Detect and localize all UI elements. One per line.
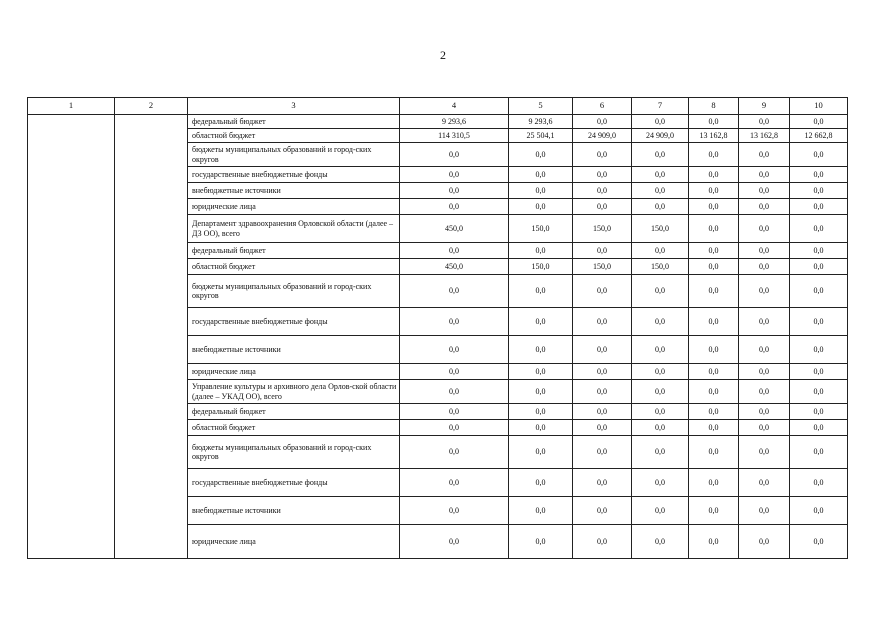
value-cell: 0,0 <box>509 469 573 497</box>
value-cell: 0,0 <box>689 167 739 183</box>
value-cell: 0,0 <box>573 420 632 436</box>
value-cell: 0,0 <box>509 525 573 559</box>
value-cell: 0,0 <box>573 308 632 336</box>
value-cell: 0,0 <box>632 275 689 308</box>
value-cell: 0,0 <box>689 243 739 259</box>
row-label: федеральный бюджет <box>188 404 400 420</box>
value-cell: 0,0 <box>400 143 509 167</box>
header-cell: 2 <box>115 98 188 115</box>
value-cell: 0,0 <box>739 469 790 497</box>
value-cell: 0,0 <box>509 404 573 420</box>
row-label: областной бюджет <box>188 259 400 275</box>
header-cell: 6 <box>573 98 632 115</box>
value-cell: 0,0 <box>632 497 689 525</box>
value-cell: 0,0 <box>739 215 790 243</box>
value-cell: 0,0 <box>790 525 848 559</box>
value-cell: 0,0 <box>689 199 739 215</box>
value-cell: 0,0 <box>400 525 509 559</box>
row-label: государственные внебюджетные фонды <box>188 469 400 497</box>
value-cell: 0,0 <box>400 199 509 215</box>
value-cell: 0,0 <box>689 336 739 364</box>
value-cell: 0,0 <box>509 275 573 308</box>
value-cell: 0,0 <box>739 167 790 183</box>
value-cell: 0,0 <box>509 167 573 183</box>
row-label: юридические лица <box>188 525 400 559</box>
value-cell: 0,0 <box>509 497 573 525</box>
value-cell: 0,0 <box>739 183 790 199</box>
table-body <box>28 98 848 559</box>
value-cell: 0,0 <box>790 380 848 404</box>
value-cell: 0,0 <box>689 404 739 420</box>
value-cell: 0,0 <box>400 275 509 308</box>
value-cell: 150,0 <box>509 215 573 243</box>
value-cell: 0,0 <box>632 143 689 167</box>
table-row <box>28 115 848 129</box>
value-cell: 0,0 <box>790 199 848 215</box>
value-cell: 0,0 <box>509 308 573 336</box>
value-cell: 0,0 <box>790 336 848 364</box>
value-cell: 0,0 <box>790 243 848 259</box>
value-cell: 0,0 <box>632 199 689 215</box>
value-cell: 0,0 <box>573 143 632 167</box>
value-cell: 0,0 <box>573 364 632 380</box>
value-cell: 450,0 <box>400 215 509 243</box>
value-cell: 0,0 <box>739 275 790 308</box>
row-label: бюджеты муниципальных образований и город-ских округов <box>188 143 400 167</box>
value-cell: 0,0 <box>739 143 790 167</box>
value-cell: 12 662,8 <box>790 129 848 143</box>
row-label: внебюджетные источники <box>188 336 400 364</box>
value-cell: 13 162,8 <box>689 129 739 143</box>
row-label: Управление культуры и архивного дела Орлов-ской области (далее – УКАД ОО), всего <box>188 380 400 404</box>
value-cell: 25 504,1 <box>509 129 573 143</box>
value-cell: 0,0 <box>573 275 632 308</box>
value-cell: 0,0 <box>739 115 790 129</box>
value-cell: 0,0 <box>790 420 848 436</box>
value-cell: 0,0 <box>400 420 509 436</box>
row-label: федеральный бюджет <box>188 243 400 259</box>
value-cell: 0,0 <box>632 436 689 469</box>
header-cell: 8 <box>689 98 739 115</box>
value-cell: 0,0 <box>573 525 632 559</box>
value-cell: 0,0 <box>739 243 790 259</box>
row-label: бюджеты муниципальных образований и город-ских округов <box>188 436 400 469</box>
col-1-cell <box>28 115 115 559</box>
value-cell: 0,0 <box>689 469 739 497</box>
value-cell: 0,0 <box>790 259 848 275</box>
value-cell: 0,0 <box>573 380 632 404</box>
header-cell: 7 <box>632 98 689 115</box>
value-cell: 0,0 <box>790 469 848 497</box>
value-cell: 9 293,6 <box>509 115 573 129</box>
value-cell: 13 162,8 <box>739 129 790 143</box>
value-cell: 0,0 <box>689 497 739 525</box>
value-cell: 0,0 <box>400 183 509 199</box>
value-cell: 0,0 <box>573 404 632 420</box>
value-cell: 0,0 <box>573 115 632 129</box>
value-cell: 0,0 <box>632 308 689 336</box>
value-cell: 0,0 <box>689 525 739 559</box>
value-cell: 150,0 <box>573 215 632 243</box>
value-cell: 0,0 <box>790 308 848 336</box>
value-cell: 0,0 <box>573 336 632 364</box>
value-cell: 0,0 <box>790 404 848 420</box>
header-cell: 9 <box>739 98 790 115</box>
row-label: государственные внебюджетные фонды <box>188 308 400 336</box>
row-label: внебюджетные источники <box>188 183 400 199</box>
value-cell: 0,0 <box>400 380 509 404</box>
page-number: 2 <box>440 48 446 62</box>
value-cell: 0,0 <box>632 380 689 404</box>
value-cell: 0,0 <box>509 243 573 259</box>
value-cell: 0,0 <box>573 167 632 183</box>
row-label: областной бюджет <box>188 420 400 436</box>
value-cell: 0,0 <box>790 364 848 380</box>
row-label: внебюджетные источники <box>188 497 400 525</box>
value-cell: 0,0 <box>632 404 689 420</box>
value-cell: 0,0 <box>632 364 689 380</box>
value-cell: 0,0 <box>632 469 689 497</box>
value-cell: 0,0 <box>400 497 509 525</box>
value-cell: 0,0 <box>739 436 790 469</box>
value-cell: 0,0 <box>689 436 739 469</box>
header-cell: 1 <box>28 98 115 115</box>
header-cell: 5 <box>509 98 573 115</box>
row-label: государственные внебюджетные фонды <box>188 167 400 183</box>
value-cell: 0,0 <box>689 308 739 336</box>
value-cell: 0,0 <box>400 404 509 420</box>
value-cell: 24 909,0 <box>573 129 632 143</box>
value-cell: 0,0 <box>400 364 509 380</box>
value-cell: 0,0 <box>790 497 848 525</box>
value-cell: 0,0 <box>509 364 573 380</box>
value-cell: 0,0 <box>739 259 790 275</box>
value-cell: 150,0 <box>573 259 632 275</box>
value-cell: 0,0 <box>689 215 739 243</box>
value-cell: 150,0 <box>509 259 573 275</box>
row-label: областной бюджет <box>188 129 400 143</box>
value-cell: 0,0 <box>689 115 739 129</box>
value-cell: 0,0 <box>400 336 509 364</box>
header-cell: 3 <box>188 98 400 115</box>
value-cell: 0,0 <box>689 275 739 308</box>
row-label: юридические лица <box>188 199 400 215</box>
value-cell: 0,0 <box>790 115 848 129</box>
value-cell: 0,0 <box>400 243 509 259</box>
value-cell: 0,0 <box>739 420 790 436</box>
value-cell: 0,0 <box>509 436 573 469</box>
value-cell: 0,0 <box>632 420 689 436</box>
value-cell: 0,0 <box>632 183 689 199</box>
value-cell: 0,0 <box>509 183 573 199</box>
value-cell: 0,0 <box>400 167 509 183</box>
row-label: Департамент здравоохранения Орловской области (далее – ДЗ ОО), всего <box>188 215 400 243</box>
row-label: бюджеты муниципальных образований и город-ских округов <box>188 275 400 308</box>
value-cell: 0,0 <box>632 336 689 364</box>
value-cell: 0,0 <box>509 336 573 364</box>
value-cell: 0,0 <box>689 183 739 199</box>
row-label: юридические лица <box>188 364 400 380</box>
value-cell: 0,0 <box>400 469 509 497</box>
value-cell: 0,0 <box>790 275 848 308</box>
value-cell: 0,0 <box>509 199 573 215</box>
col-2-cell <box>115 115 188 559</box>
value-cell: 0,0 <box>573 436 632 469</box>
value-cell: 0,0 <box>400 308 509 336</box>
value-cell: 0,0 <box>739 497 790 525</box>
value-cell: 0,0 <box>689 420 739 436</box>
value-cell: 0,0 <box>739 308 790 336</box>
value-cell: 0,0 <box>632 525 689 559</box>
header-cell: 10 <box>790 98 848 115</box>
value-cell: 0,0 <box>689 143 739 167</box>
value-cell: 0,0 <box>573 199 632 215</box>
header-cell: 4 <box>400 98 509 115</box>
value-cell: 0,0 <box>400 436 509 469</box>
value-cell: 0,0 <box>573 469 632 497</box>
value-cell: 0,0 <box>509 143 573 167</box>
value-cell: 0,0 <box>739 380 790 404</box>
budget-table <box>27 97 848 559</box>
value-cell: 0,0 <box>509 420 573 436</box>
value-cell: 0,0 <box>739 525 790 559</box>
value-cell: 150,0 <box>632 259 689 275</box>
value-cell: 0,0 <box>739 364 790 380</box>
value-cell: 0,0 <box>573 243 632 259</box>
value-cell: 0,0 <box>739 336 790 364</box>
value-cell: 0,0 <box>739 404 790 420</box>
value-cell: 0,0 <box>790 167 848 183</box>
value-cell: 0,0 <box>739 199 790 215</box>
value-cell: 0,0 <box>689 259 739 275</box>
value-cell: 0,0 <box>790 183 848 199</box>
value-cell: 114 310,5 <box>400 129 509 143</box>
row-label: федеральный бюджет <box>188 115 400 129</box>
value-cell: 450,0 <box>400 259 509 275</box>
value-cell: 0,0 <box>790 436 848 469</box>
value-cell: 0,0 <box>790 215 848 243</box>
value-cell: 0,0 <box>632 243 689 259</box>
value-cell: 0,0 <box>689 380 739 404</box>
value-cell: 0,0 <box>509 380 573 404</box>
value-cell: 9 293,6 <box>400 115 509 129</box>
value-cell: 0,0 <box>632 167 689 183</box>
value-cell: 0,0 <box>573 497 632 525</box>
value-cell: 150,0 <box>632 215 689 243</box>
value-cell: 0,0 <box>632 115 689 129</box>
value-cell: 0,0 <box>790 143 848 167</box>
header-row <box>28 98 848 115</box>
value-cell: 0,0 <box>573 183 632 199</box>
value-cell: 24 909,0 <box>632 129 689 143</box>
value-cell: 0,0 <box>689 364 739 380</box>
